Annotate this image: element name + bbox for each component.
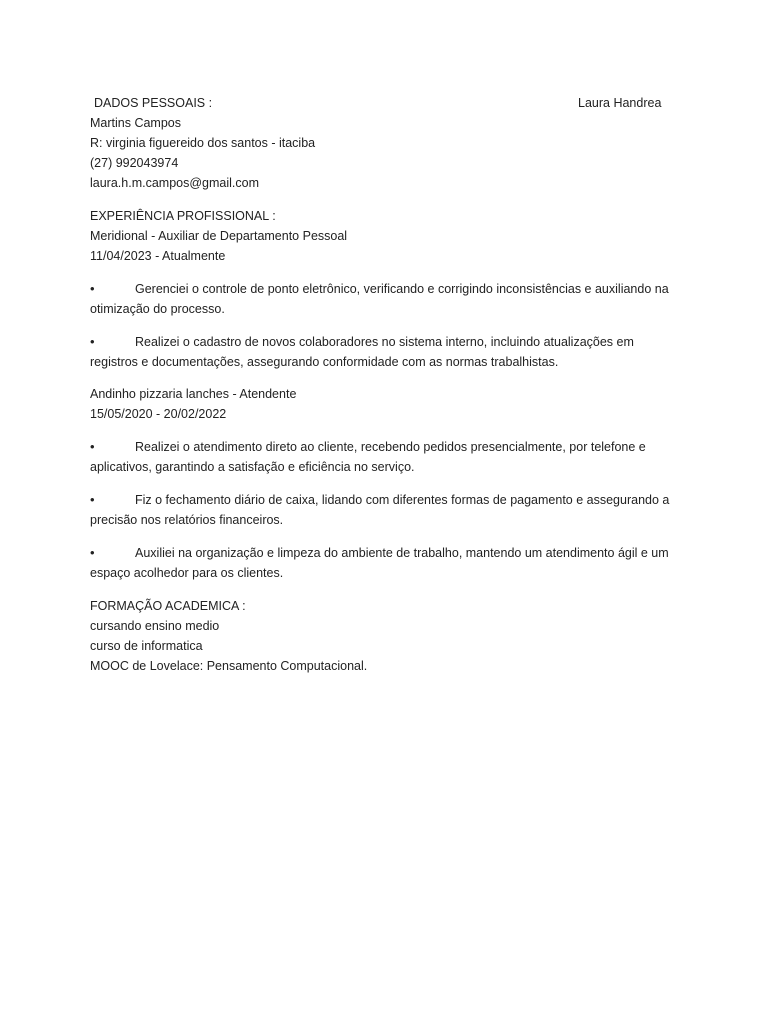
education-item: cursando ensino medio: [90, 619, 220, 633]
bullet-text-continued: otimização do processo.: [90, 302, 225, 316]
name-first-part: Laura Handrea: [578, 96, 662, 110]
bullet-text-continued: registros e documentações, assegurando conformidade com as normas trabalhistas.: [90, 355, 559, 369]
job-title: Andinho pizzaria lanches - Atendente: [90, 387, 297, 401]
bullet-item: [90, 543, 690, 583]
personal-data-heading: DADOS PESSOAIS :: [94, 96, 213, 110]
bullet-item: [90, 437, 690, 477]
bullet-text: Realizei o atendimento direto ao cliente, recebendo pedidos presencialmente, por telefone e: [135, 440, 646, 454]
bullet-item: [90, 332, 690, 372]
bullet-text: Realizei o cadastro de novos colaboradores no sistema interno, incluindo atualizações em: [135, 335, 634, 349]
education-heading: FORMAÇÃO ACADEMICA :: [90, 599, 246, 613]
bullet-icon: •: [90, 492, 95, 507]
bullet-text-continued: aplicativos, garantindo a satisfação e eficiência no serviço.: [90, 460, 415, 474]
bullet-icon: •: [90, 334, 95, 349]
bullet-icon: •: [90, 281, 95, 296]
bullet-text-continued: precisão nos relatórios financeiros.: [90, 513, 284, 527]
job-period: 15/05/2020 - 20/02/2022: [90, 407, 227, 421]
bullet-text: Gerenciei o controle de ponto eletrônico, verificando e corrigindo inconsistências e auxiliando na: [135, 282, 669, 296]
bullet-text: Auxiliei na organização e limpeza do ambiente de trabalho, mantendo um atendimento ágil e um: [135, 546, 669, 560]
bullet-item: [90, 279, 690, 319]
job-period: 11/04/2023 - Atualmente: [90, 249, 226, 263]
phone-line: (27) 992043974: [90, 156, 179, 170]
education-item: MOOC de Lovelace: Pensamento Computacional.: [90, 659, 368, 673]
bullet-item: [90, 490, 690, 530]
bullet-text: Fiz o fechamento diário de caixa, lidando com diferentes formas de pagamento e assegurando a: [135, 493, 670, 507]
bullet-icon: •: [90, 545, 95, 560]
name-last-part: Martins Campos: [90, 116, 181, 130]
bullet-icon: •: [90, 439, 95, 454]
email-line: laura.h.m.campos@gmail.com: [90, 176, 259, 190]
experience-heading: EXPERIÊNCIA PROFISSIONAL :: [90, 209, 276, 223]
address-line: R: virginia figuereido dos santos - itaciba: [90, 136, 316, 150]
education-item: curso de informatica: [90, 639, 203, 653]
bullet-text-continued: espaço acolhedor para os clientes.: [90, 566, 284, 580]
job-title: Meridional - Auxiliar de Departamento Pessoal: [90, 229, 348, 243]
